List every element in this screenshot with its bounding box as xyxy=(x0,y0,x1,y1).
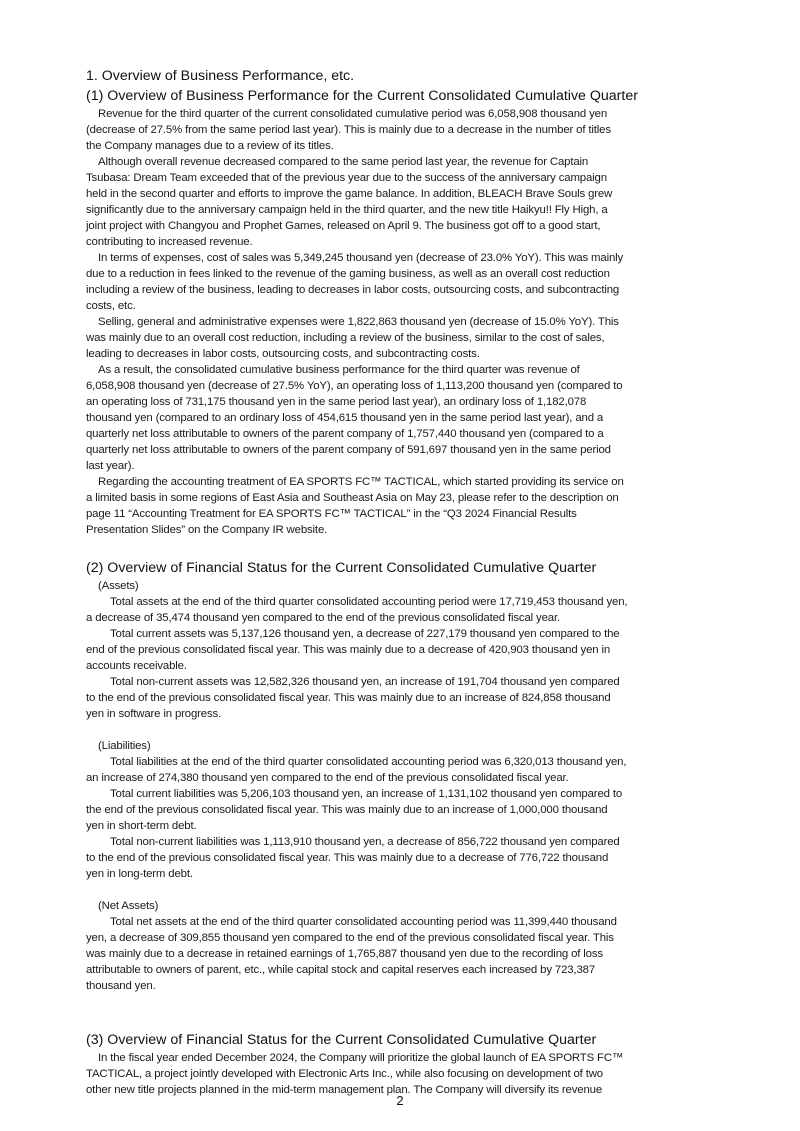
text-line: due to a reduction in fees linked to the revenue of the gaming business, as well as an overall cost reduction xyxy=(86,268,610,280)
text-line: Total assets at the end of the third quarter consolidated accounting period were 17,719,453 thousand yen, xyxy=(110,596,628,608)
paragraph-total-assets xyxy=(86,594,686,626)
page-number: 2 xyxy=(396,1093,404,1108)
text-line: As a result, the consolidated cumulative business performance for the third quarter was revenue of xyxy=(98,364,580,376)
text-line: the Company manages due to a review of its titles. xyxy=(86,140,334,152)
text-line: to the end of the previous consolidated fiscal year. This was mainly due to an increase of 824,858 thousand xyxy=(86,692,611,704)
text-line: to the end of the previous consolidated fiscal year. This was mainly due to a decrease of 776,722 thousand xyxy=(86,852,609,864)
section-heading: (3) Overview of Financial Status for the Current Consolidated Cumulative Quarter xyxy=(86,1032,597,1048)
text-line: including a review of the business, leading to decreases in labor costs, outsourcing costs, and subcontracting xyxy=(86,284,620,296)
text-line: was mainly due to a decrease in retained earnings of 1,765,887 thousand yen due to the recording of loss xyxy=(86,948,603,960)
text-line: significantly due to the anniversary campaign held in the third quarter, and the new title Haikyu!! Fly High, a xyxy=(86,204,608,216)
text-line: yen, a decrease of 309,855 thousand yen compared to the end of the previous consolidated fiscal year. This xyxy=(86,932,614,944)
spacer xyxy=(86,722,686,738)
text-line: Revenue for the third quarter of the current consolidated cumulative period was 6,058,908 thousand yen xyxy=(98,108,607,120)
paragraph-current-assets xyxy=(86,626,686,674)
text-line: a decrease of 35,474 thousand yen compared to the end of the previous consolidated fiscal year. xyxy=(86,612,560,624)
text-line: an increase of 274,380 thousand yen compared to the end of the previous consolidated fiscal year. xyxy=(86,772,569,784)
spacer xyxy=(86,882,686,898)
text-line: Tsubasa: Dream Team exceeded that of the previous year due to the success of the anniversary campaign xyxy=(86,172,607,184)
paragraph-total-net-assets xyxy=(86,914,686,994)
text-line: yen in short-term debt. xyxy=(86,820,197,832)
text-line: yen in software in progress. xyxy=(86,708,222,720)
text-line: Although overall revenue decreased compared to the same period last year, the revenue for Captain xyxy=(98,156,589,168)
paragraph-accounting-treatment xyxy=(86,474,686,538)
section-heading: (2) Overview of Financial Status for the Current Consolidated Cumulative Quarter xyxy=(86,560,597,576)
text-line: thousand yen (compared to an ordinary loss of 454,615 thousand yen in the same period last year), and a xyxy=(86,412,604,424)
subsection-net-assets xyxy=(86,898,686,994)
subsection-assets xyxy=(86,578,686,722)
paragraph-current-liabilities xyxy=(86,786,686,834)
subsection-liabilities xyxy=(86,738,686,882)
section-outlook xyxy=(86,1030,686,1098)
spacer xyxy=(86,538,686,558)
text-line: thousand yen. xyxy=(86,980,156,992)
text-line: joint project with Changyou and Prophet Games, released on April 9. The business got off to a good start, xyxy=(86,220,601,232)
text-line: Total current liabilities was 5,206,103 thousand yen, an increase of 1,131,102 thousand yen compared to xyxy=(110,788,623,800)
spacer xyxy=(86,1010,686,1030)
text-line: end of the previous consolidated fiscal year. This was mainly due to a decrease of 420,903 thousand yen in xyxy=(86,644,611,656)
text-line: costs, etc. xyxy=(86,300,136,312)
section-title: 1. Overview of Business Performance, etc. xyxy=(86,68,355,84)
paragraph-outlook xyxy=(86,1050,686,1098)
text-line: Total net assets at the end of the third quarter consolidated accounting period was 11,399,440 thousand xyxy=(110,916,617,928)
section-financial-status xyxy=(86,558,686,994)
subsection-label: (Net Assets) xyxy=(98,900,159,912)
text-line: quarterly net loss attributable to owners of the parent company of 1,757,440 thousand yen (compared to a xyxy=(86,428,604,440)
text-line: In the fiscal year ended December 2024, the Company will prioritize the global launch of EA SPORTS FC™ xyxy=(98,1052,624,1064)
text-line: In terms of expenses, cost of sales was 5,349,245 thousand yen (decrease of 23.0% YoY). This was mainly xyxy=(98,252,624,264)
text-line: yen in long-term debt. xyxy=(86,868,193,880)
paragraph-revenue xyxy=(86,106,686,154)
section-heading: (1) Overview of Business Performance for the Current Consolidated Cumulative Quarter xyxy=(86,88,638,104)
text-line: last year). xyxy=(86,460,135,472)
text-line: contributing to increased revenue. xyxy=(86,236,253,248)
paragraph-titles xyxy=(86,154,686,250)
text-line: Total non-current assets was 12,582,326 thousand yen, an increase of 191,704 thousand yen compared xyxy=(110,676,620,688)
text-line: page 11 “Accounting Treatment for EA SPORTS FC™ TACTICAL” in the “Q3 2024 Financial Results xyxy=(86,508,577,520)
text-line: quarterly net loss attributable to owners of the parent company of 591,697 thousand yen in the same period xyxy=(86,444,611,456)
text-line: attributable to owners of parent, etc., while capital stock and capital reserves each increased by 723,387 xyxy=(86,964,596,976)
paragraph-sga-expenses xyxy=(86,314,686,362)
text-line: Presentation Slides” on the Company IR website. xyxy=(86,524,328,536)
text-line: 6,058,908 thousand yen (decrease of 27.5% YoY), an operating loss of 1,113,200 thousand yen (compared to xyxy=(86,380,623,392)
spacer xyxy=(86,994,686,1010)
text-line: accounts receivable. xyxy=(86,660,187,672)
text-line: TACTICAL, a project jointly developed with Electronic Arts Inc., while also focusing on development of two xyxy=(86,1068,603,1080)
paragraph-non-current-assets xyxy=(86,674,686,722)
document-page xyxy=(86,66,686,1098)
text-line: a limited basis in some regions of East Asia and Southeast Asia on May 23, please refer to the description on xyxy=(86,492,619,504)
text-line: Total current assets was 5,137,126 thousand yen, a decrease of 227,179 thousand yen compared to the xyxy=(110,628,620,640)
paragraph-cost-of-sales xyxy=(86,250,686,314)
text-line: held in the second quarter and efforts to improve the game balance. In addition, BLEACH Brave Souls grew xyxy=(86,188,613,200)
text-line: was mainly due to an overall cost reduction, including a review of the business, similar to the cost of sales, xyxy=(86,332,605,344)
text-line: other new title projects planned in the mid-term management plan. The Company will diversify its revenue xyxy=(86,1084,603,1096)
paragraph-results xyxy=(86,362,686,474)
subsection-label: (Assets) xyxy=(98,580,139,592)
paragraph-total-liabilities xyxy=(86,754,686,786)
text-line: the end of the previous consolidated fiscal year. This was mainly due to an increase of 1,000,000 thousand xyxy=(86,804,608,816)
section-business-performance xyxy=(86,86,686,538)
text-line: leading to decreases in labor costs, outsourcing costs, and subcontracting costs. xyxy=(86,348,480,360)
text-line: Selling, general and administrative expenses were 1,822,863 thousand yen (decrease of 15.0% YoY). This xyxy=(98,316,619,328)
text-line: Total liabilities at the end of the third quarter consolidated accounting period was 6,320,013 thousand yen, xyxy=(110,756,627,768)
text-line: Regarding the accounting treatment of EA SPORTS FC™ TACTICAL, which started providing its service on xyxy=(98,476,624,488)
text-line: (decrease of 27.5% from the same period last year). This is mainly due to a decrease in the number of titles xyxy=(86,124,611,136)
text-line: an operating loss of 731,175 thousand yen in the same period last year), an ordinary loss of 1,182,078 xyxy=(86,396,587,408)
text-line: Total non-current liabilities was 1,113,910 thousand yen, a decrease of 856,722 thousand yen compared xyxy=(110,836,620,848)
paragraph-non-current-liabilities xyxy=(86,834,686,882)
subsection-label: (Liabilities) xyxy=(98,740,151,752)
